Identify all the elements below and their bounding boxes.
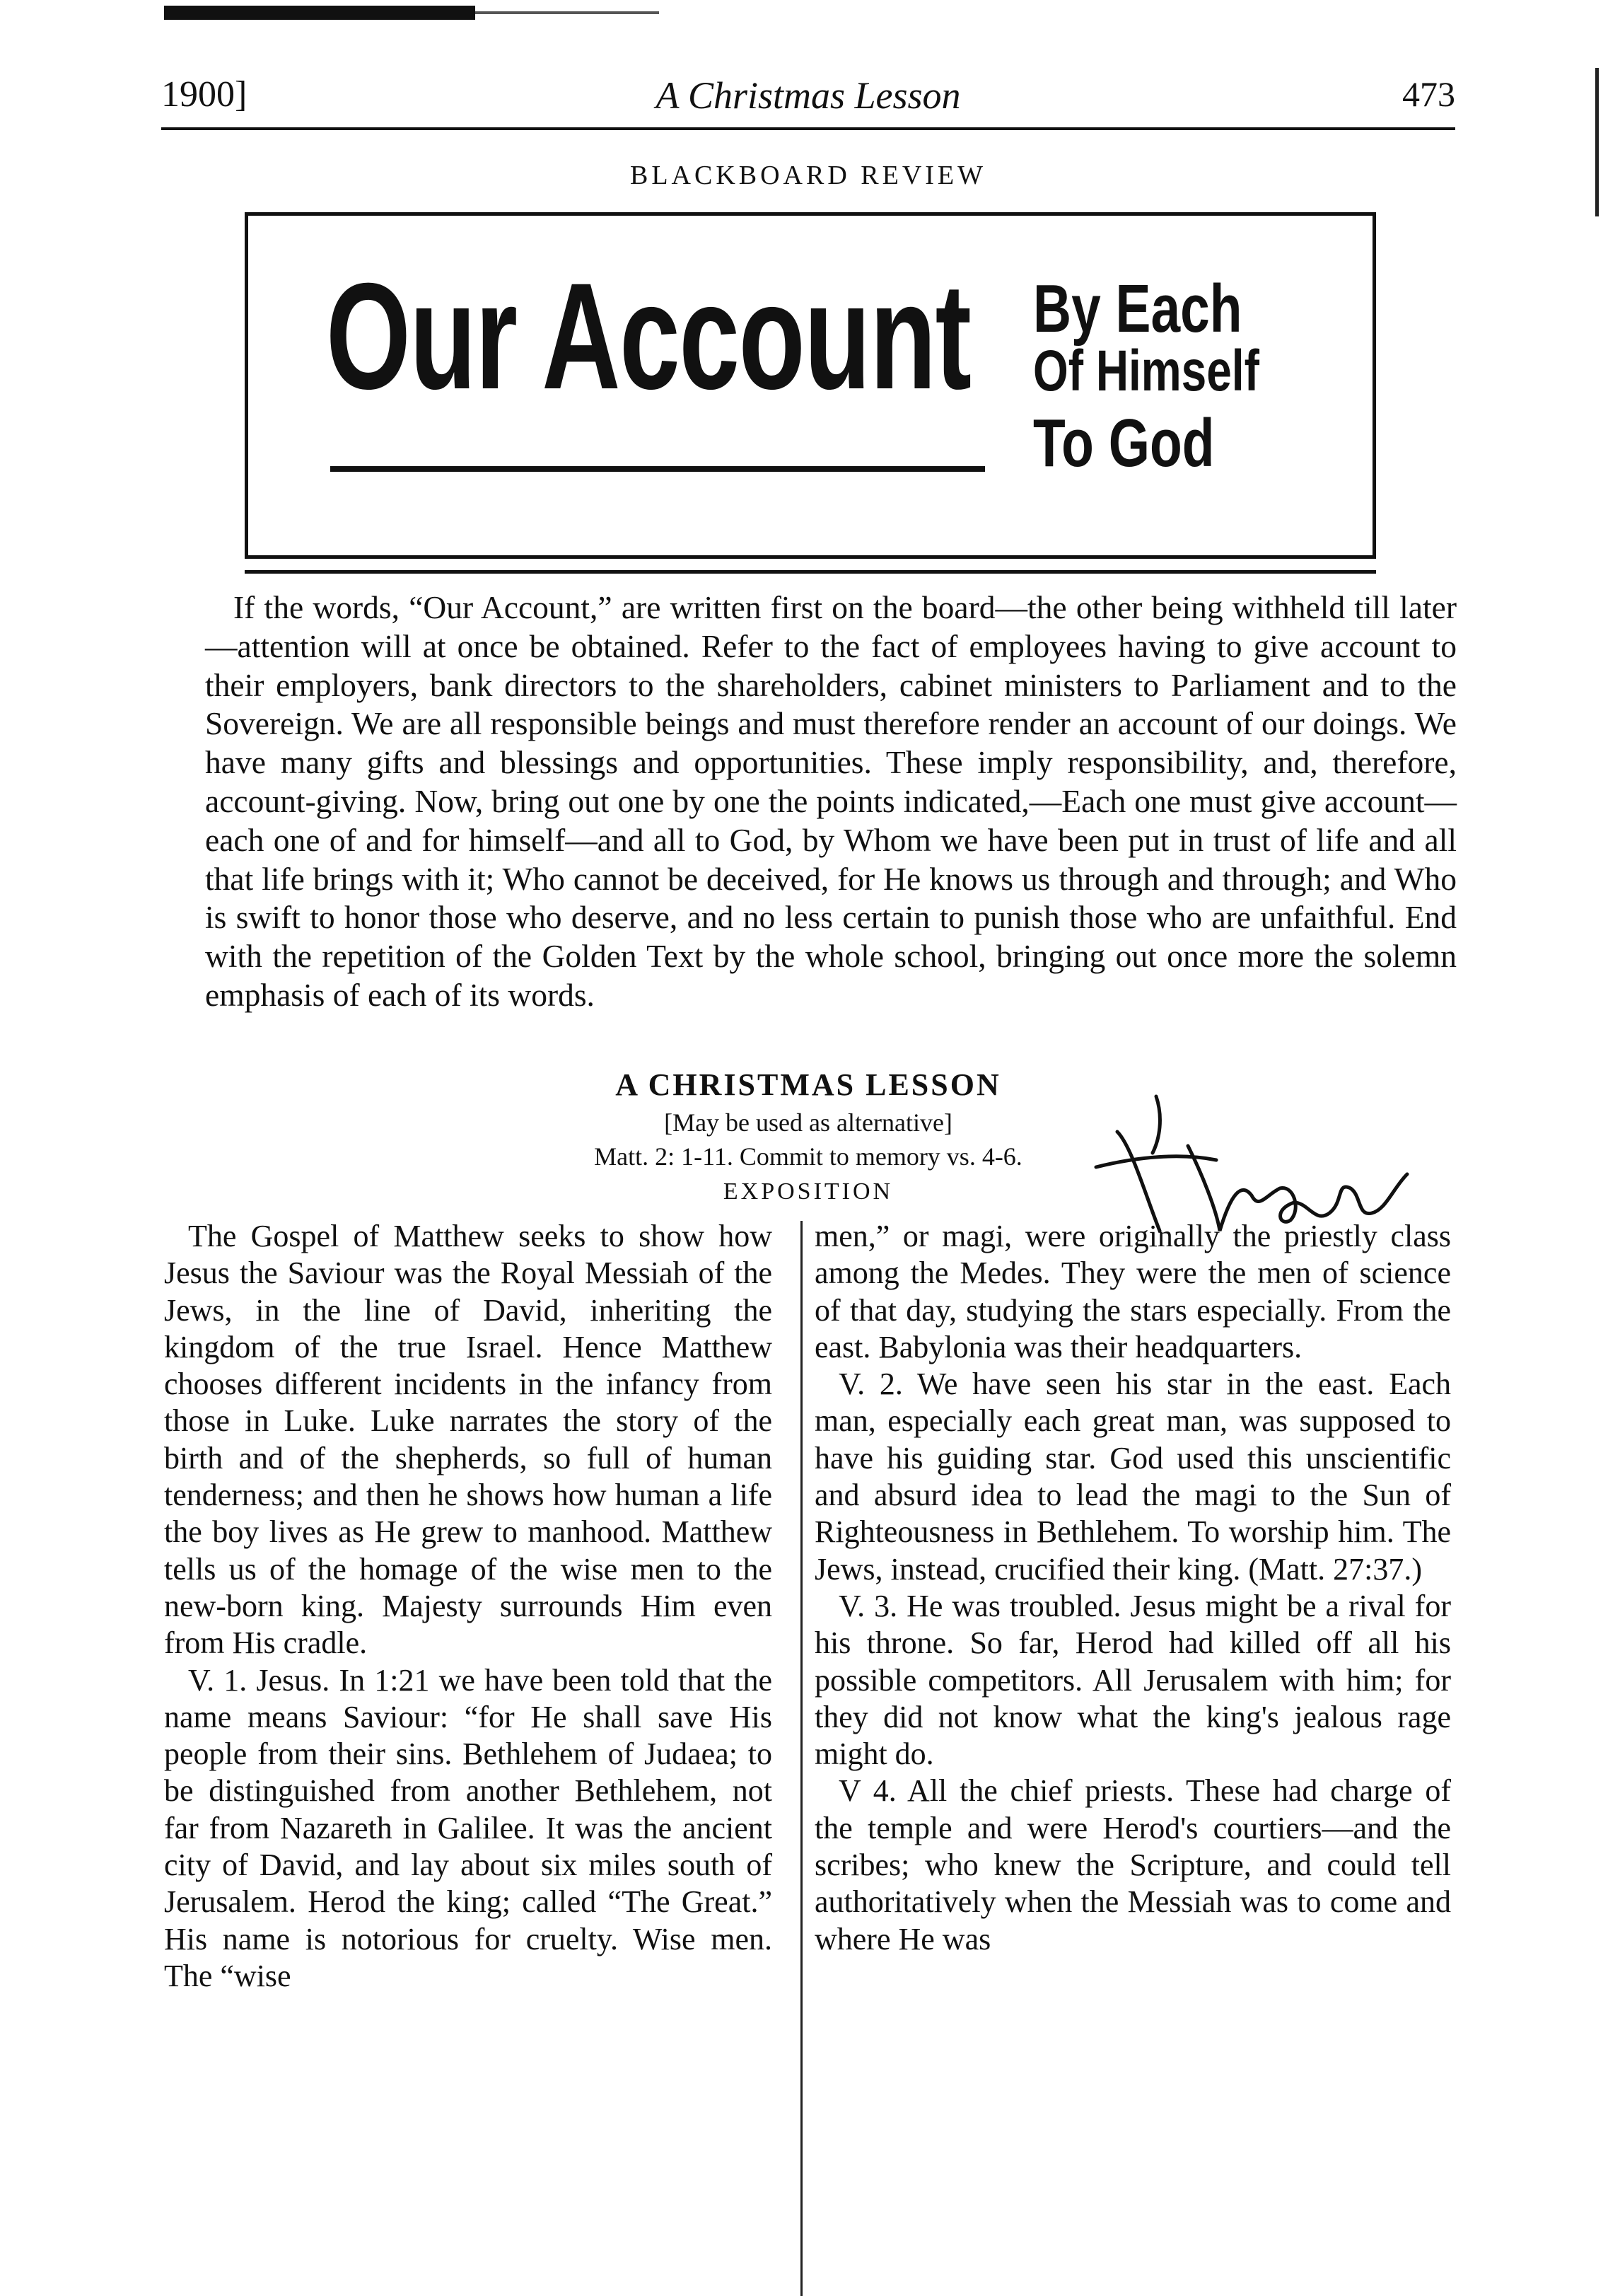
exposition-right-column bbox=[815, 1218, 1451, 1958]
page-edge-mark bbox=[1595, 68, 1599, 216]
blackboard-main-text: Our Account bbox=[326, 252, 971, 421]
review-paragraph: If the words, “Our Account,” are written first on the board—the other being withheld till later—attention will at once be obtained. Refer to the fact of employees having to give account to their employers, bank directors to the shareholders, cabinet ministers to Parliament and to the Sovereign. We are all responsible beings and must therefore render an account of our doings. We have many gifts and blessings and opportunities. These imply responsibility, and, therefore, account-giving. Now, bring out one by one the points indicated,—Each one must give account—each one of and for himself—and all to God, by Whom we have been put in trust of life and all that life brings with it; Who cannot be deceived, for He knows us through and through; and Who is swift to honor those who deserve, and no less certain to punish those who are unfaithful. End with the repetition of the Golden Text by the whole school, bringing out once more the solemn emphasis of each of its words. bbox=[205, 589, 1457, 1013]
running-head bbox=[161, 68, 1455, 127]
exposition-paragraph: men,” or magi, were originally the priestly class among the Medes. They were the men of science of that day, studying the stars especially. From the east. Babylonia was their headquarters. bbox=[815, 1219, 1451, 1364]
blackboard-side-line-1: By Each bbox=[1033, 271, 1242, 347]
top-edge-line bbox=[475, 11, 659, 14]
column-divider bbox=[800, 1221, 803, 2296]
blackboard-side-text bbox=[1033, 271, 1259, 481]
scripture-reference: Matt. 2: 1-11. Commit to memory vs. 4-6. bbox=[594, 1142, 1022, 1171]
running-head-title: A Christmas Lesson bbox=[655, 74, 961, 117]
header-rule bbox=[161, 127, 1455, 130]
blackboard-side-line-2: Of Himself bbox=[1033, 339, 1259, 403]
blackboard-side-line-3: To God bbox=[1033, 405, 1215, 481]
blackboard-bottom-rule bbox=[245, 570, 1376, 574]
top-edge-bar bbox=[164, 6, 475, 20]
blackboard-box bbox=[245, 212, 1376, 559]
exposition-left-column bbox=[164, 1218, 772, 1995]
exposition-paragraph: V. 2. We have seen his star in the east. Each man, especially each great man, was supposed to have his guiding star. God used this unscientific and absurd idea to lead the magi to the Sun of Righteousness in Bethlehem. To worship him. The Jews, instead, crucified their king. (Matt. 27:37.) bbox=[815, 1367, 1451, 1587]
exposition-paragraph: V. 3. He was troubled. Jesus might be a rival for his throne. So far, Herod had killed off all his possible competitors. All Jerusalem with him; for they did not know what the king's jealous rage might do. bbox=[815, 1588, 1451, 1772]
exposition-paragraph: V 4. All the chief priests. These had charge of the temple and were Herod's courtiers—and the scribes; who knew the Scripture, and could tell authoritatively when the Messiah was to come and where He was bbox=[815, 1773, 1451, 1956]
page-number: 473 bbox=[1402, 74, 1455, 114]
christmas-lesson-heading: A CHRISTMAS LESSON bbox=[615, 1067, 1001, 1102]
exposition-paragraph: V. 1. Jesus. In 1:21 we have been told that the name means Saviour: “for He shall save His people from their sins. Bethlehem of Judaea; to be distinguished from another Bethlehem, not far from Nazareth in Galilee. It was the ancient city of David, and lay about six miles south of Jerusalem. Herod the king; called “The Great.” His name is notorious for cruelty. Wise men. The “wise bbox=[164, 1662, 772, 1993]
blackboard-heading: BLACKBOARD REVIEW bbox=[629, 161, 987, 190]
exposition-heading: EXPOSITION bbox=[723, 1178, 894, 1205]
exposition-paragraph: The Gospel of Matthew seeks to show how Jesus the Saviour was the Royal Messiah of the Jews, in the line of David, inheriting the kingdom of the true Israel. Hence Matthew chooses different incidents in the infancy from those in Luke. Luke narrates the story of the birth and of the shepherds, so full of human tenderness; and then he shows how human a life the boy lives as He grew to manhood. Matthew tells us of the homage of the wise men to the new-born king. Majesty surrounds Him even from His cradle. bbox=[164, 1219, 772, 1661]
alternative-note: [May be used as alternative] bbox=[664, 1108, 952, 1137]
running-head-year: 1900] bbox=[161, 74, 247, 115]
blackboard-underline bbox=[330, 466, 985, 472]
